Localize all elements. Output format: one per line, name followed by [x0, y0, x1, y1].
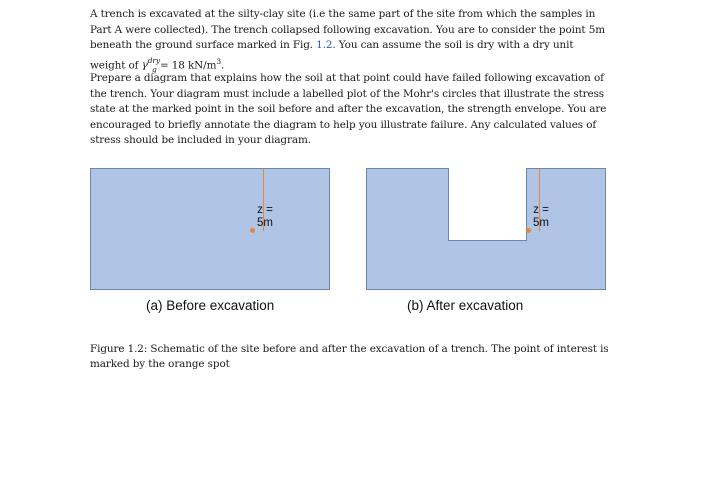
- figure-caption: Figure 1.2: Schematic of the site before and after the excavation of a trench. The point of interest is marked by the orange spot: [90, 343, 609, 370]
- depth-label-line-1: z =: [257, 204, 273, 216]
- depth-label-line-2: 5m: [533, 217, 549, 229]
- site-schematic-after: [366, 168, 606, 290]
- point-of-interest-marker: [250, 228, 255, 233]
- gamma-superscript: dry: [147, 55, 161, 65]
- paragraph-1-text: A trench is excavated at the silty-clay site (i.e the same part of the site from which the samples in Part A were collected). The trench collapsed following excavation. You are to consider the point 5m beneath the ground surface marked in Fig.: [90, 8, 605, 52]
- trench-wall-left: [448, 168, 449, 241]
- trench: [449, 168, 526, 240]
- trench-floor: [448, 240, 527, 241]
- subfigure-caption-before: (a) Before excavation: [146, 298, 275, 313]
- depth-label-line-1: z =: [533, 204, 549, 216]
- dry-unit-weight-symbol: [141, 55, 161, 75]
- question-paragraph-1: [90, 7, 608, 77]
- depth-label: [257, 204, 273, 230]
- sentence-end: .: [221, 59, 225, 72]
- dry-unit-weight-value: = 18 kN/m: [156, 59, 217, 72]
- question-paragraph-2: Prepare a diagram that explains how the soil at that point could have failed following excavation of the trench. Your diagram must include a labelled plot of the Mohr's circles that illustrate the stress state at the marked point in the soil before and after the excavation, the strength envelope. You are encouraged to briefly annotate the diagram to help you illustrate failure. Any calculated values of stress should be included in your diagram.: [90, 72, 607, 147]
- subfigure-caption-after: (b) After excavation: [407, 298, 524, 313]
- figure-reference-link[interactable]: 1.2: [316, 39, 333, 52]
- depth-label-line-2: 5m: [257, 217, 273, 229]
- point-of-interest-marker: [526, 228, 531, 233]
- paragraph-1-tail: . You can assume the soil is dry with a dry unit weight of: [90, 39, 574, 72]
- gamma-letter: γ: [141, 59, 148, 72]
- site-schematic-before: [90, 168, 330, 290]
- depth-label: [533, 204, 549, 230]
- gamma-subscript: g: [152, 65, 157, 75]
- unit-exponent: 3: [216, 56, 222, 66]
